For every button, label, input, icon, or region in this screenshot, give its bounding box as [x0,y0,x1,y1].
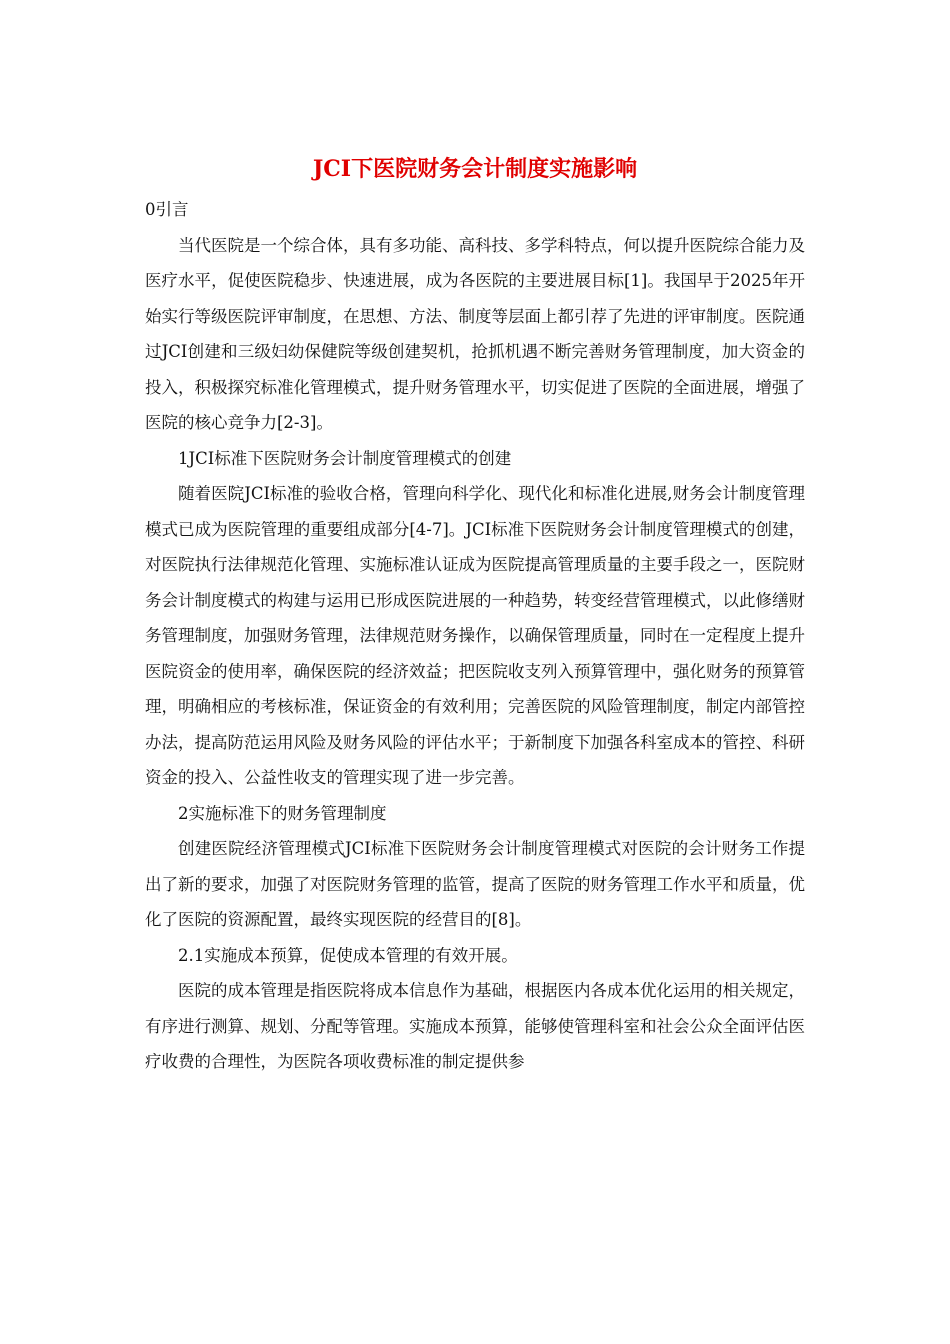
body-paragraph: 医院的成本管理是指医院将成本信息作为基础，根据医内各成本优化运用的相关规定，有序进行测算、规划、分配等管理。实施成本预算，能够使管理科室和社会公众全面评估医疗收费的合理性，为医院各项收费标准的制定提供参 [145,981,805,1071]
body-paragraph: 随着医院JCI标准的验收合格，管理向科学化、现代化和标准化进展,财务会计制度管理模式已成为医院管理的重要组成部分[4-7]。JCI标准下医院财务会计制度管理模式的创建，对医院执行法律规范化管理、实施标准认证成为医院提高管理质量的主要手段之一，医院财务会计制度模式的构建与运用已形成医院进展的一种趋势，转变经营管理模式，以此修缮财务管理制度，加强财务管理，法律规范财务操作，以确保管理质量，同时在一定程度上提升医院资金的使用率，确保医院的经济效益；把医院收支列入预算管理中，强化财务的预算管理，明确相应的考核标准，保证资金的有效利用；完善医院的风险管理制度，制定内部管控办法，提高防范运用风险及财务风险的评估水平；于新制度下加强各科室成本的管控、科研资金的投入、公益性收支的管理实现了进一步完善。 [145,484,805,787]
document-title: JCI下医院财务会计制度实施影响 [312,156,638,182]
body-paragraph: 创建医院经济管理模式JCI标准下医院财务会计制度管理模式对医院的会计财务工作提出了新的要求，加强了对医院财务管理的监管，提高了医院的财务管理工作水平和质量，优化了医院的资源配置，最终实现医院的经营目的[8]。 [145,839,805,929]
section-heading-2-1: 2.1实施成本预算，促使成本管理的有效开展。 [178,945,518,965]
section-heading-2: 2实施标准下的财务管理制度 [178,803,387,823]
body-paragraph: 当代医院是一个综合体，具有多功能、高科技、多学科特点，何以提升医院综合能力及医疗水平，促使医院稳步、快速进展，成为各医院的主要进展目标[1]。我国早于2025年开始实行等级医院评审制度，在思想、方法、制度等层面上都引荐了先进的评审制度。医院通过JCI创建和三级妇幼保健院等级创建契机，抢抓机遇不断完善财务管理制度，加大资金的投入，积极探究标准化管理模式，提升财务管理水平，切实促进了医院的全面进展，增强了医院的核心竞争力[2-3]。 [145,235,805,432]
section-heading-1: 1JCI标准下医院财务会计制度管理模式的创建 [178,448,512,468]
section-heading-intro: 0引言 [145,200,189,219]
document-page [145,150,805,1080]
